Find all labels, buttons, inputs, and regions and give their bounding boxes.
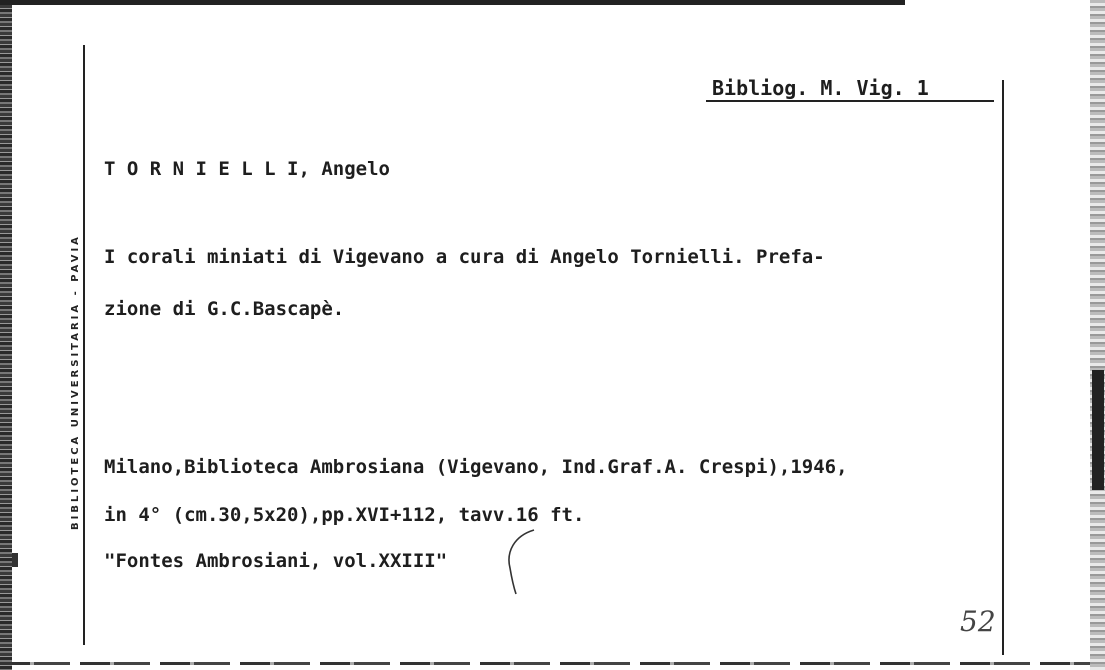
author-heading: T O R N I E L L I, Angelo xyxy=(104,158,390,180)
imprint-line-2: in 4° (cm.30,5x20),pp.XVI+112, tavv.16 ft. xyxy=(104,504,585,526)
card-right-edge xyxy=(1090,0,1105,670)
pencil-note: 52 xyxy=(960,605,996,638)
title-line-2: zione di G.C.Bascapè. xyxy=(104,298,345,320)
left-margin-rule xyxy=(83,45,85,645)
shelfmark-underline xyxy=(706,100,994,102)
imprint-line-1: Milano,Biblioteca Ambrosiana (Vigevano, Ind.Graf.A. Crespi),1946, xyxy=(104,456,848,478)
card-left-edge xyxy=(0,0,12,670)
handwritten-bracket xyxy=(500,528,540,598)
right-edge-stamp xyxy=(1092,370,1104,490)
title-line-1: I corali miniati di Vigevano a cura di Angelo Tornielli. Prefa- xyxy=(104,246,825,268)
shelfmark: Bibliog. M. Vig. 1 xyxy=(712,76,929,100)
card-bottom-edge xyxy=(0,662,1105,665)
left-edge-mark xyxy=(12,553,18,567)
library-stamp: BIBLIOTECA UNIVERSITARIA - PAVIA xyxy=(70,234,81,530)
card-top-edge xyxy=(0,0,905,5)
right-margin-rule xyxy=(1002,80,1004,655)
series-note: "Fontes Ambrosiani, vol.XXIII" xyxy=(104,550,448,572)
